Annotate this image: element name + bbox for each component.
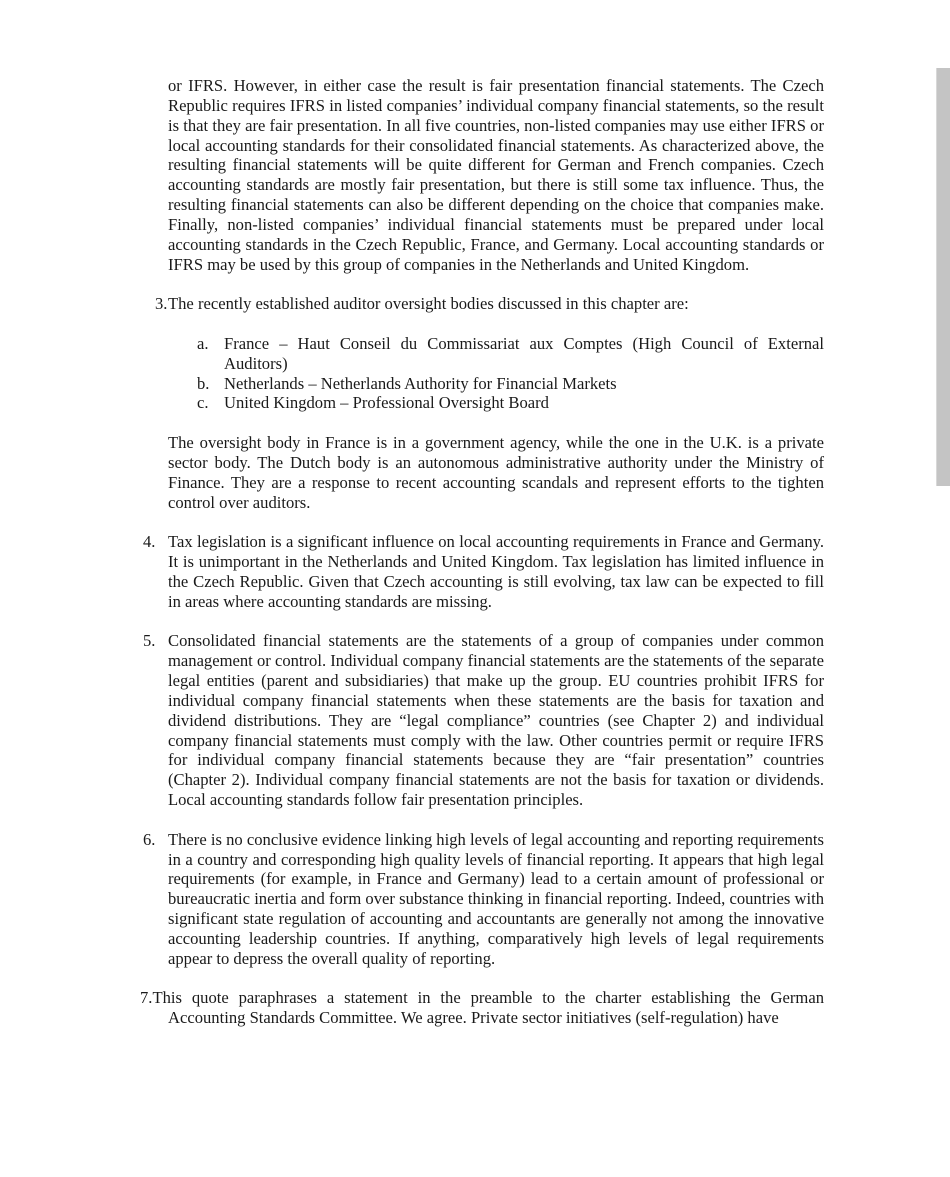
sub-list: [140, 334, 824, 413]
list-item-6-text: There is no conclusive evidence linking high levels of legal accounting and reporting requirements in a country and corresponding high quality levels of financial reporting. It appears that high legal requirements (for example, in France and Germany) lead to a certain amount of professional or bureaucratic inertia and form over substance thinking in financial reporting. Indeed, countries with significant state regulation of accounting and accountants are generally not among the innovative accounting leadership countries. If anything, comparatively high levels of legal requirements appear to depress the overall quality of reporting.: [168, 829, 824, 968]
list-item-6-marker: 6.: [143, 829, 156, 849]
list-item-4-marker: 4.: [143, 532, 156, 552]
spacer: [140, 512, 824, 532]
spacer: [140, 810, 824, 830]
sub-list-item-a: [140, 334, 824, 374]
list-item-4-text: Tax legislation is a significant influence on local accounting requirements in France and Germany. It is unimportant in the Netherlands and United Kingdom. Tax legislation has limited influence in the Czech Republic. Given that Czech accounting is still evolving, tax law can be expected to fill in areas where accounting standards are missing.: [168, 532, 824, 611]
sub-list-item-b-text: Netherlands – Netherlands Authority for Financial Markets: [224, 373, 617, 393]
sub-list-item-c-marker: c.: [197, 393, 209, 413]
sub-list-item-a-text: France – Haut Conseil du Commissariat aux Comptes (High Council of External Auditors): [224, 333, 824, 373]
scrollbar-track[interactable]: [936, 0, 950, 1177]
list-item-3-marker: 3.: [155, 294, 168, 314]
list-item-5: [140, 631, 824, 810]
list-item-6: [140, 830, 824, 969]
spacer: [140, 969, 824, 989]
spacer: [140, 413, 824, 433]
list-item-4: [140, 532, 824, 611]
paragraph-intro: or IFRS. However, in either case the result is fair presentation financial statements. The Czech Republic requires IFRS in listed companies’ individual company financial statements, so the result is that they are fair presentation. In all five countries, non-listed companies may use either IFRS or local accounting standards for their consolidated financial statements. As characterized above, the resulting financial statements will be quite different for German and French companies. Czech accounting standards are mostly fair presentation, but there is still some tax influence. Thus, the resulting financial statements can also be different depending on the choice that companies make. Finally, non-listed companies’ individual financial statements must be prepared under local accounting standards in the Czech Republic, France, and Germany. Local accounting standards or IFRS may be used by this group of companies in the Netherlands and United Kingdom.: [168, 76, 824, 274]
list-item-3: [140, 294, 824, 314]
scrollbar-thumb[interactable]: [936, 68, 950, 486]
list-item-7: 7.This quote paraphrases a statement in the preamble to the charter establishing the German Accounting Standards Committee. We agree. Private sector initiatives (self-regulation) have: [140, 988, 824, 1028]
sub-list-item-a-marker: a.: [197, 333, 209, 353]
list-item-5-marker: 5.: [143, 631, 156, 651]
sub-list-item-c-text: United Kingdom – Professional Oversight Board: [224, 393, 549, 413]
spacer: [140, 314, 824, 334]
document-body: [140, 76, 824, 1028]
paragraph-oversight-bodies: The oversight body in France is in a government agency, while the one in the U.K. is a private sector body. The Dutch body is an autonomous administrative authority under the Ministry of Finance. They are a response to recent accounting scandals and represent efforts to the tighten control over auditors.: [168, 433, 824, 512]
sub-list-item-c: [140, 393, 824, 413]
list-item-5-text: Consolidated financial statements are the statements of a group of companies under common management or control. Individual company financial statements are the statements of the separate legal entities (parent and subsidiaries) that make up the group. EU countries prohibit IFRS for individual company financial statements when these statements are the basis for taxation and dividend distributions. They are “legal compliance” countries (see Chapter 2) and individual company financial statements must comply with the law. Other countries permit or require IFRS for individual company financial statements because they are “fair presentation” countries (Chapter 2). Individual company financial statements are not the basis for taxation or dividends. Local accounting standards follow fair presentation principles.: [168, 631, 824, 810]
sub-list-item-b-marker: b.: [197, 373, 210, 393]
sub-list-item-b: [140, 374, 824, 394]
list-item-3-text: The recently established auditor oversight bodies discussed in this chapter are:: [168, 294, 689, 314]
spacer: [140, 612, 824, 632]
spacer: [140, 274, 824, 294]
